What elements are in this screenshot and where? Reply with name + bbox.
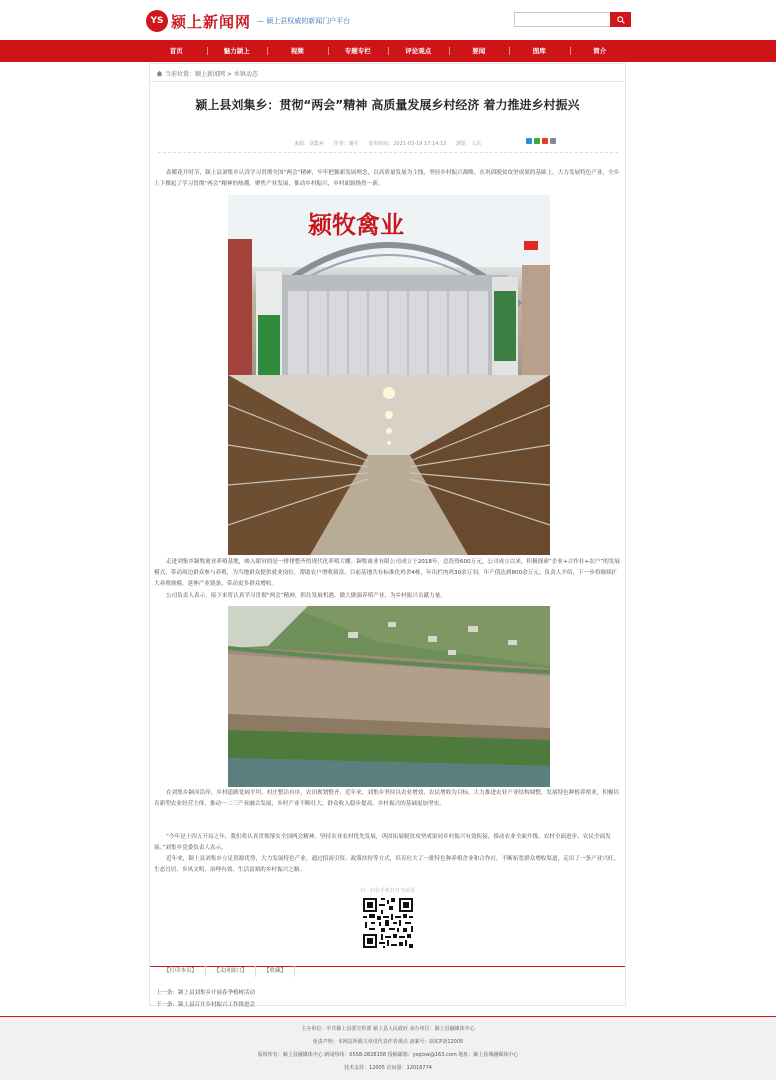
poultry-farm-entrance-photo xyxy=(228,195,550,375)
share-wechat-icon[interactable] xyxy=(534,138,540,144)
site-logo[interactable] xyxy=(146,10,350,32)
article-author: 作者：谢军 xyxy=(333,141,359,147)
article-tool-1[interactable]: 【关闭窗口】 xyxy=(206,966,256,977)
nav-item-2[interactable]: 视频 xyxy=(267,40,328,62)
article-views: 浏览：人次 xyxy=(455,141,481,147)
article-source: 来源：刘集乡 xyxy=(294,141,325,147)
nav-item-4[interactable]: 评论观点 xyxy=(388,40,449,62)
aerial-farmland-photo xyxy=(228,606,550,787)
nav-item-5[interactable]: 要闻 xyxy=(449,40,510,62)
divider xyxy=(158,152,618,153)
prev-article-link[interactable]: 上一条：颍上县刘集乡开展春季植树活动 xyxy=(156,990,256,996)
search-icon xyxy=(617,16,625,24)
article-paragraph: 走进刘集乡颍牧禽业养殖基地，映入眼帘的是一排排整齐的现代化养殖大棚。颍牧禽业有限公司成立于2018年，总投资600万元，公司成立以来，积极探索“企业+合作社+农户”的发展模式，带动周边群众参与养殖，为当地群众提供就业岗位，帮助农户增收致富。目前基地共有标准化鸡舍4栋，年出栏肉鸡30余万羽，年产值达到800余万元。负责人介绍，下一步将继续扩大养殖规模，延伸产业链条，带动更多群众增收。 xyxy=(154,559,621,587)
article-paragraph: 近年来，颍上县刘集乡立足资源优势，大力发展特色产业，通过招商引资、政策扶持等方式，培育壮大了一批特色种养殖企业和合作社，不断拓宽群众增收渠道，走出了一条产业兴旺、生态宜居、乡风文明、治理有效、生活富裕的乡村振兴之路。 xyxy=(154,856,620,873)
sign-text: 颍牧禽业 xyxy=(308,211,404,239)
qr-caption: 扫一扫在手机打开当前页 xyxy=(359,888,415,894)
article-paragraph: 公司负责人表示，接下来将认真学习贯彻“两会”精神，抓住发展机遇，做大做强养殖产业，为乡村振兴贡献力量。 xyxy=(166,593,446,599)
next-article-link[interactable]: 下一条：颍上县召开乡村振兴工作推进会 xyxy=(156,1002,256,1008)
article-date: 发布时间：2021-03-19 17:14:13 xyxy=(368,141,447,147)
search-input[interactable] xyxy=(514,12,610,27)
share-weibo-icon[interactable] xyxy=(542,138,548,144)
article-tools xyxy=(156,966,295,977)
search-button[interactable] xyxy=(610,12,631,27)
site-footer xyxy=(0,1016,776,1080)
share-qzone-icon[interactable] xyxy=(526,138,532,144)
logo-badge: YS xyxy=(146,10,168,32)
footer-sponsor: 主办单位：中共颍上县委宣传部 颍上县人民政府 承办单位：颍上县融媒体中心 xyxy=(301,1026,475,1032)
nav-item-1[interactable]: 魅力颍上 xyxy=(207,40,268,62)
site-header xyxy=(0,0,776,40)
share-buttons xyxy=(526,138,556,144)
article-title: 颍上县刘集乡：贯彻“两会”精神 高质量发展乡村经济 着力推进乡村振兴 xyxy=(195,98,580,112)
article-container xyxy=(149,63,626,1006)
footer-stats: 技术支持：12005 访问量：12016774 xyxy=(344,1065,432,1071)
chicken-coop-interior-photo xyxy=(228,375,550,555)
divider xyxy=(150,81,625,82)
article-paragraph: 在刘集乡颍河沿岸，乡村道路宽阔平坦，村庄整洁有序，农田规划整齐。近年来，刘集乡坚持以农业增效、农民增收为目标，大力推进农业产业结构调整，发展特色种植养殖业，积极培育新型农业经营主体，推动一二三产业融合发展，乡村产业不断壮大，群众收入稳步提高，乡村振兴的基础更加坚实。 xyxy=(154,790,620,807)
search-bar xyxy=(514,12,631,27)
article-tool-2[interactable]: 【收藏】 xyxy=(256,966,295,977)
nav-item-6[interactable]: 图库 xyxy=(509,40,570,62)
nav-item-7[interactable]: 简介 xyxy=(570,40,631,62)
share-more-icon[interactable] xyxy=(550,138,556,144)
main-nav xyxy=(0,40,776,62)
article-paragraph: “今年是十四五开局之年，我们将认真贯彻落实全国两会精神，坚持农业农村优先发展，巩固拓展脱贫攻坚成果同乡村振兴有效衔接，推动农业全面升级、农村全面进步、农民全面发展。”刘集乡党委负责人表示。 xyxy=(154,834,611,851)
article-paragraph: 春暖花开时节，颍上县刘集乡认真学习贯彻全国“两会”精神，牢牢把握新发展理念，以高质量发展为主线，坚持乡村振兴战略，在巩固脱贫攻坚成果的基础上，大力发展特色产业，全乡上下掀起了学习贯彻“两会”精神的热潮，聚焦产业发展，推动乡村振兴，乡村面貌焕然一新。 xyxy=(154,170,620,187)
nav-item-0[interactable]: 首页 xyxy=(169,47,183,55)
article-tool-0[interactable]: 【打印本页】 xyxy=(156,966,206,977)
breadcrumb-text[interactable]: 当前位置：颍上新闻网 > 乡镇动态 xyxy=(165,71,258,78)
nav-item-3[interactable]: 专题专栏 xyxy=(328,40,389,62)
breadcrumb xyxy=(156,69,258,78)
qr-code xyxy=(361,896,415,950)
site-slogan: — 颍上县权威的新闻门户平台 xyxy=(257,17,351,25)
home-icon xyxy=(156,70,163,77)
site-title: 颍上新闻网 xyxy=(171,12,252,31)
footer-contact: 版权所有：颍上县融媒体中心 新闻热线：0558-2828158 投稿邮箱：ysqlxw@163.com 地址：颍上县城融媒体中心 xyxy=(257,1052,519,1058)
footer-disclaimer: 免责声明：本网站所载文章仅代表作者观点 备案号：皖ICP备12005 xyxy=(312,1039,464,1045)
